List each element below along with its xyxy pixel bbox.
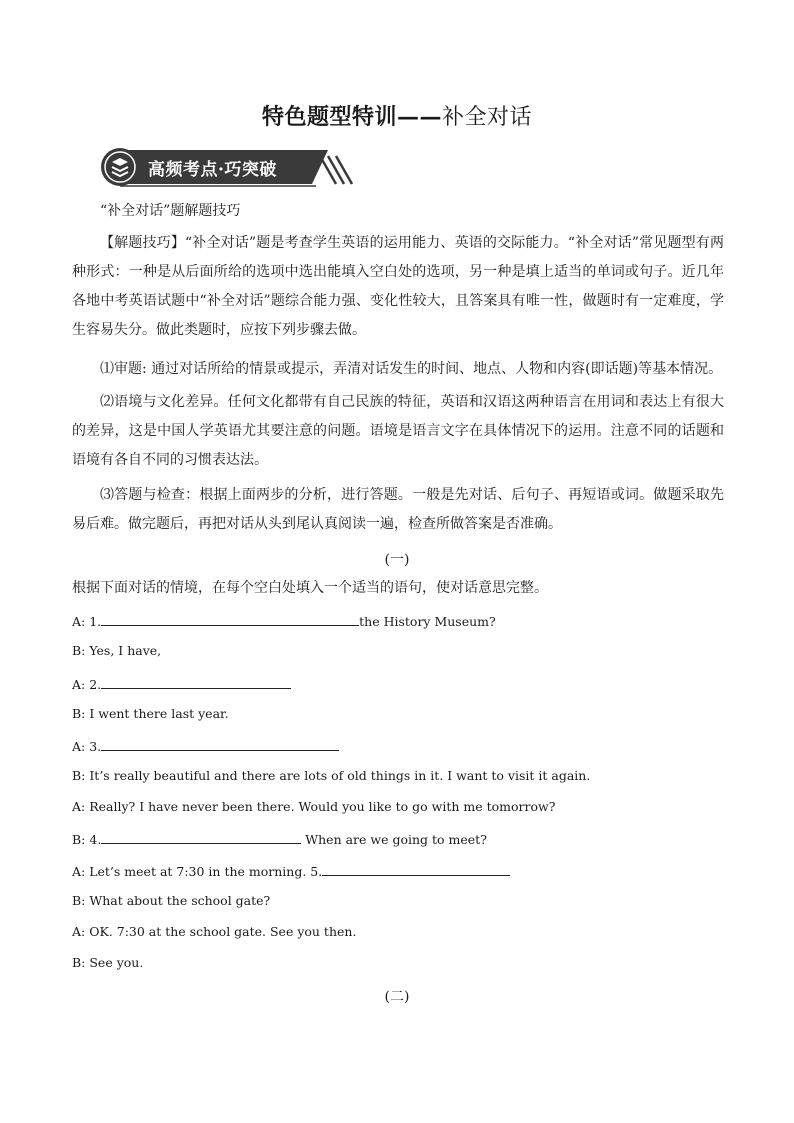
banner-label: 高频考点·巧突破 bbox=[148, 160, 277, 180]
answer-blank-4[interactable] bbox=[101, 830, 301, 844]
line-text: B: What about the school gate? bbox=[72, 893, 271, 908]
answer-blank-1[interactable] bbox=[101, 612, 359, 626]
dialogue-line bbox=[72, 706, 229, 721]
section-banner bbox=[100, 146, 355, 188]
intro-text: “补全对话”题是考查学生英语的运用能力、英语的交际能力。“补全对话”常见题型有两种形式：一种是从后面所给的选项中选出能填入空白处的选项，另一种是填上适当的单词或句子。近几年各地中考英语试题中“补全对话”题综合能力强、变化性较大，且答案具有唯一性，做题时有一定难度，学生容易失分。做此类题时，应按下列步骤去做。 bbox=[72, 235, 724, 338]
dialogue-line bbox=[72, 612, 496, 629]
line-prefix: A: 2. bbox=[72, 677, 102, 692]
intro-label: 【解题技巧】 bbox=[100, 235, 185, 251]
step-3: ⑶答题与检查：根据上面两步的分析，进行答题。一般是先对话、后句子、再短语或词。做题采取先易后难。做完题后，再把对话从头到尾认真阅读一遍，检查所做答案是否准确。 bbox=[72, 487, 724, 532]
line-text: B: It’s really beautiful and there are lots of old things in it. I want to visit it again. bbox=[72, 768, 591, 783]
line-text: B: I went there last year. bbox=[72, 706, 229, 721]
step-2: ⑵语境与文化差异。任何文化都带有自己民族的特征，英语和汉语这两种语言在用词和表达上有很大的差异，这是中国人学英语尤其要注意的问题。语境是语言文字在具体情况下的运用。注意不同的话题和语境有各自不同的习惯表达法。 bbox=[72, 394, 724, 468]
line-text: A: OK. 7:30 at the school gate. See you then. bbox=[72, 924, 357, 939]
answer-blank-2[interactable] bbox=[101, 675, 291, 689]
dialogue-line bbox=[72, 924, 356, 939]
part-1-instruction: 根据下面对话的情境，在每个空白处填入一个适当的语句，使对话意思完整。 bbox=[72, 580, 548, 596]
dialogue-line bbox=[72, 862, 510, 879]
answer-blank-5[interactable] bbox=[322, 862, 510, 876]
line-prefix: A: Let’s meet at 7:30 in the morning. 5. bbox=[72, 864, 323, 879]
dialogue-line bbox=[72, 675, 291, 692]
line-prefix: B: 4. bbox=[72, 832, 102, 847]
line-text: A: Really? I have never been there. Would you like to go with me tomorrow? bbox=[72, 799, 556, 814]
line-prefix: A: 3. bbox=[72, 739, 102, 754]
title-sub: 补全对话 bbox=[442, 105, 533, 130]
step-1: ⑴审题: 通过对话所给的情景或提示，弄清对话发生的时间、地点、人物和内容(即话题)等基本情况。 bbox=[100, 361, 723, 377]
intro-paragraph bbox=[72, 229, 724, 345]
line-text: B: Yes, I have, bbox=[72, 643, 162, 658]
dialogue-line bbox=[72, 768, 590, 783]
page-title bbox=[0, 100, 794, 131]
dialogue-line bbox=[72, 799, 555, 814]
dialogue-line bbox=[72, 893, 270, 908]
line-suffix: the History Museum? bbox=[359, 614, 496, 629]
line-text: B: See you. bbox=[72, 955, 144, 970]
line-suffix: When are we going to meet? bbox=[301, 832, 487, 847]
dialogue-line bbox=[72, 737, 339, 754]
dialogue-line bbox=[72, 643, 161, 658]
dialogue-line bbox=[72, 955, 143, 970]
answer-blank-3[interactable] bbox=[101, 737, 339, 751]
line-prefix: A: 1. bbox=[72, 614, 102, 629]
part-2-label: (二) bbox=[384, 989, 410, 1005]
title-main: 特色题型特训—— bbox=[261, 104, 442, 130]
section-heading: “补全对话”题解题技巧 bbox=[100, 203, 241, 219]
part-1-label: (一) bbox=[384, 552, 410, 568]
dialogue-line bbox=[72, 830, 487, 847]
